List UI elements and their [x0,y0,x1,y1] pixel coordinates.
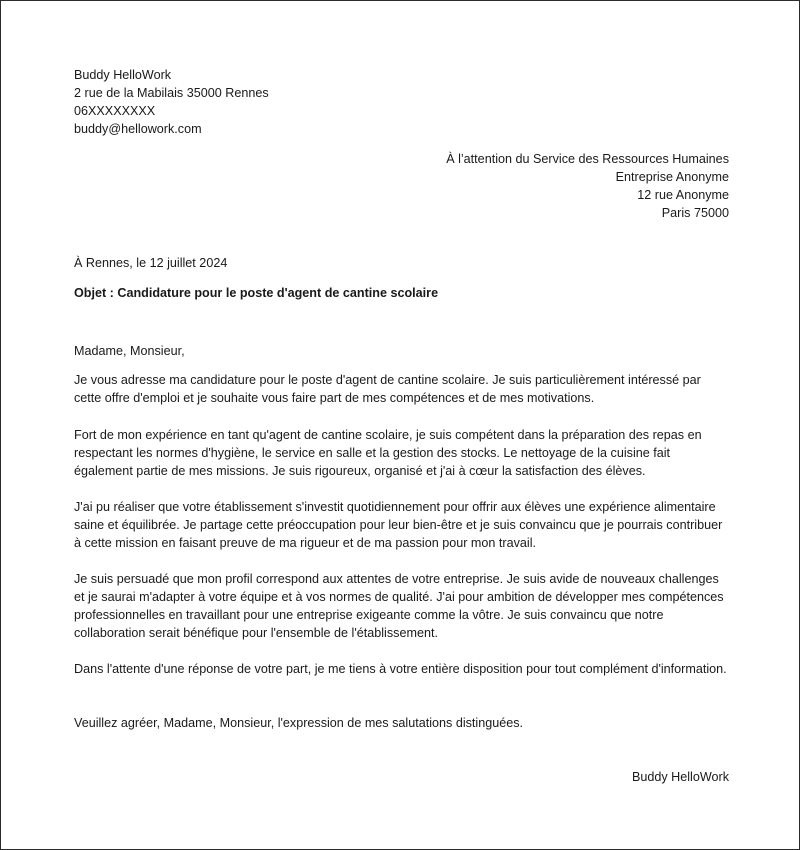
letter-paragraph: Dans l'attente d'une réponse de votre part, je me tiens à votre entière disposition pour tout complément d'information. [74,662,727,676]
sender-address: 2 rue de la Mabilais 35000 Rennes [74,86,269,100]
sender-phone: 06XXXXXXXX [74,104,156,118]
letter-date: À Rennes, le 12 juillet 2024 [74,256,228,270]
letter-paragraph: Fort de mon expérience en tant qu'agent de cantine scolaire, je suis compétent dans la préparation des repas en respectant les normes d'hygiène, le service en salle et la gestion des stocks. Le nettoyage de la cuisine fait également partie de mes missions. Je suis rigoureux, organisé et j'ai à cœur la satisfaction des élèves. [74,428,702,478]
recipient-block [74,150,729,222]
sender-name: Buddy HelloWork [74,68,172,82]
letter-closing: Veuillez agréer, Madame, Monsieur, l'expression de mes salutations distinguées. [74,716,524,730]
sender-email: buddy@hellowork.com [74,122,202,136]
letter-paragraph: Je vous adresse ma candidature pour le poste d'agent de cantine scolaire. Je suis particulièrement intéressé par cette offre d'emploi et je souhaite vous faire part de mes compétences et de mes motivations. [74,373,701,405]
letter-salutation: Madame, Monsieur, [74,344,185,358]
sender-block [74,66,729,138]
letter-subject: Objet : Candidature pour le poste d'agent de cantine scolaire [74,286,439,300]
recipient-city: Paris 75000 [661,206,729,220]
recipient-attention: À l’attention du Service des Ressources Humaines [446,152,729,166]
letter-signature: Buddy HelloWork [631,770,729,784]
letter-paragraph: J'ai pu réaliser que votre établissement s'investit quotidiennement pour offrir aux élèves une expérience alimentaire saine et équilibrée. Je partage cette préoccupation pour leur bien-être et je suis convaincu que je pourrais contribuer à cette mission en faisant preuve de ma rigueur et de ma passion pour mon travail. [74,500,723,550]
recipient-company: Entreprise Anonyme [615,170,729,184]
recipient-street: 12 rue Anonyme [637,188,729,202]
letter-paragraph: Je suis persuadé que mon profil correspond aux attentes de votre entreprise. Je suis avide de nouveaux challenges et je saurai m'adapter à votre équipe et à vos normes de qualité. J'ai pour ambition de développer mes compétences professionnelles en travaillant pour une entreprise exigeante comme la vôtre. Je suis convaincu que notre collaboration serait bénéfique pour l'ensemble de l'établissement. [74,572,724,640]
